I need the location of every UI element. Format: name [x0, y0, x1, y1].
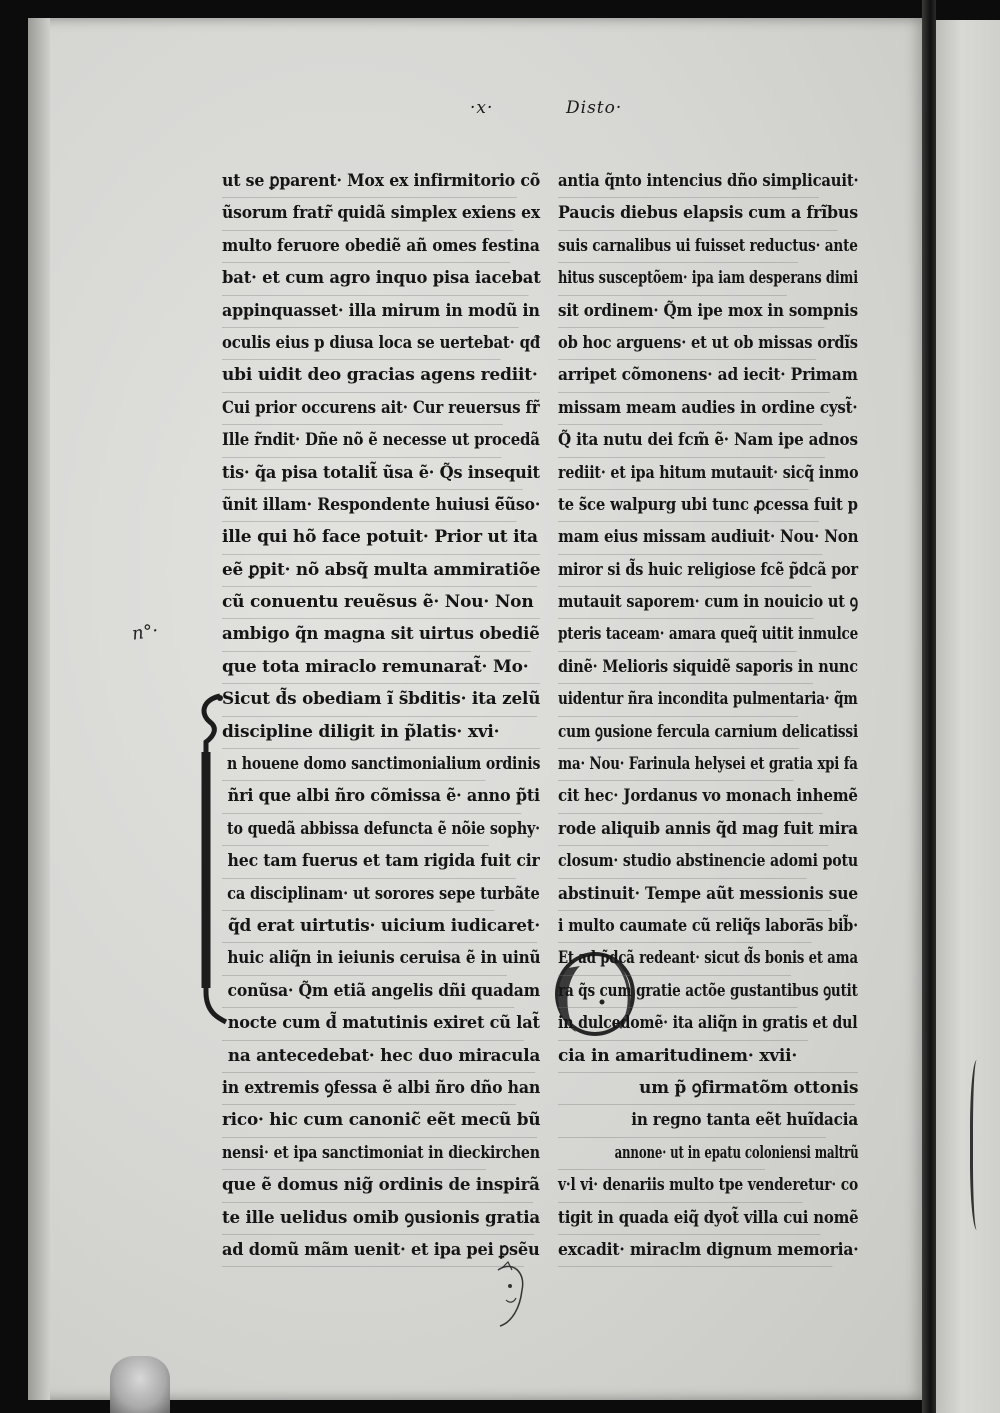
text-line: cũ conuentu reuẽsus ẽ· Nou· Non — [222, 587, 540, 619]
text-line: cum ꝯusione fercula carnium delicatissi — [558, 717, 799, 749]
text-line: dinẽ· Melioris siquidẽ saporis in nunc — [558, 652, 813, 684]
text-line: v·l vi· denariis multo tpe venderetur· co — [558, 1170, 803, 1202]
text-line: suis carnalibus ui fuisset reductus· ante — [558, 231, 798, 263]
text-line: n houene domo sanctimonialium ordinis — [222, 749, 485, 781]
text-line: Et ad p̃dcã redeant· sicut d̃s bonis et ama — [558, 943, 791, 975]
text-line: mam eius missam audiuit· Nou· Non — [558, 522, 823, 554]
text-line: que tota miraclo remunarat̃· Mo· — [222, 652, 540, 684]
text-line: abstinuit· Tempe aũt messionis sue — [558, 879, 832, 911]
text-line: tis· q̃a pisa totalit̃ ũsa ẽ· Q̃s insequit — [222, 458, 523, 490]
text-line: ma· Nou· Farinula helysei et gratia xpi fa — [558, 749, 794, 781]
running-header-left: ·x· — [470, 98, 494, 118]
text-line: um p̃ ꝯfirmatõm ottonis — [558, 1073, 855, 1105]
text-line: ra q̃s cum gratie actõe gustantibus ꝯutit — [558, 976, 797, 1008]
text-line: Cui prior occurens ait· Cur reuersus fr̃ — [222, 393, 503, 425]
text-line: hitus susceptõem· ipa iam desperans dimi — [558, 263, 787, 295]
text-line: appinquasset· illa mirum in modũ in — [222, 296, 519, 328]
text-line: q̃d erat uirtutis· uicium iudicaret· — [222, 911, 537, 943]
text-line: mutauit saporem· cum in nouicio ut ꝯ — [558, 587, 814, 619]
face-sketch-icon — [492, 1260, 532, 1330]
text-line: Sicut d̃s obediam ĩ s̃bditis· ita zelũ — [222, 684, 537, 716]
text-line: multo feruore obediẽ añ omes festina — [222, 231, 510, 263]
text-line: annone· ut in epatu coloniensi maltrũ — [558, 1138, 765, 1170]
text-column-right — [558, 166, 858, 1267]
text-line: hec tam fuerus et tam rigida fuit cir — [222, 846, 516, 878]
text-line: cit hec· Jordanus vo monach inhemẽ — [558, 781, 823, 813]
text-line: rico· hic cum canonic̃ eẽt mecũ bũ — [222, 1105, 537, 1137]
text-line: pteris taceam· amara queq̃ uitit inmulce — [558, 619, 797, 651]
text-line: ca disciplinam· ut sorores sepe turbãte — [222, 879, 495, 911]
text-line: closum· studio abstinencie adomi potu — [558, 846, 807, 878]
text-line: Q̃ ita nutu dei fcm̃ ẽ· Nam ipe adnos — [558, 425, 825, 457]
text-line: rediit· et ipa hitum mutauit· sicq̃ inmo — [558, 458, 809, 490]
facing-folio-edge — [936, 20, 1000, 1413]
text-line: bat· et cum agro inquo pisa iacebat — [222, 263, 529, 295]
text-line: to quedã abbissa defuncta ẽ nõie sophy· — [222, 814, 489, 846]
text-line: missam meam audies in ordine cyst̃· — [558, 393, 823, 425]
text-line: ũnit illam· Respondente huiusi ẽ̃ũso· — [222, 490, 517, 522]
text-line: oculis eius p diusa loca se uertebat· qđ — [222, 328, 501, 360]
text-line: te ille uelidus omib ꝯusionis gratia — [222, 1203, 534, 1235]
text-line: ad domũ mãm uenit· et ipa pei ꝑsẽu — [222, 1235, 524, 1267]
text-column-left — [222, 166, 540, 1267]
text-line: discipline diligit in p̃latis· xvi· — [222, 717, 540, 749]
margin-annotation: n°· — [130, 620, 160, 645]
text-line: sit ordinem· Q̃m ipe mox in sompnis — [558, 296, 824, 328]
folio-left-edge — [28, 18, 50, 1400]
marginal-face-doodle — [492, 1260, 532, 1330]
text-line: ũsorum fratr̃ quidã simplex exiens ex — [222, 198, 513, 230]
text-line: te s̃ce walpurg ubi tunc ꝓcessa fuit p — [558, 490, 819, 522]
text-line: Ille r̃ndit· Dñe nõ ẽ necesse ut procedã — [222, 425, 501, 457]
text-line: Paucis diebus elapsis cum a frĩbus — [558, 198, 838, 230]
text-line: na antecedebat· hec duo miracula — [222, 1041, 535, 1073]
text-line: huic aliq̃n in ieiunis ceruisa ẽ in uinũ — [222, 943, 507, 975]
facing-folio-decoration — [970, 1060, 987, 1230]
text-line: tigit in quada eiq̃ dyot̃ villa cui nomẽ — [558, 1203, 821, 1235]
text-line: antia q̃nto intencius dño simplicauit· — [558, 166, 819, 198]
text-line: excadit· miraclm dignum memoria· — [558, 1235, 833, 1267]
text-line: in dulcedomẽ· ita aliq̃n in gratis et dul — [558, 1008, 808, 1040]
text-line: ambigo q̃n magna sit uirtus obediẽ — [222, 619, 531, 651]
text-line: conũsa· Q̃m etiã angelis dñi quadam — [222, 976, 514, 1008]
text-line: miror si d̃s huic religiose fcẽ p̃dcã por — [558, 555, 812, 587]
text-line: ob hoc arguens· et ut ob missas ordĩs — [558, 328, 816, 360]
text-line: ubi uidit deo gracias agens rediit· — [222, 360, 540, 392]
running-header-right: Disto· — [566, 98, 623, 118]
holder-thumb — [110, 1356, 170, 1413]
text-line: que ẽ domus nig̃ ordinis de inspirã — [222, 1170, 533, 1202]
text-line: rode aliquib annis q̃d mag fuit mira — [558, 814, 828, 846]
text-line: nensi· et ipa sanctimoniat in dieckirchen — [222, 1138, 486, 1170]
binding-gutter — [922, 0, 936, 1413]
text-line: in extremis ꝯfessa ẽ albi ñro dño han — [222, 1073, 516, 1105]
text-line: ille qui hõ face potuit· Prior ut ita — [222, 522, 540, 554]
text-line: nocte cum d̃ matutinis exiret cũ lat̃ — [222, 1008, 524, 1040]
text-line: i multo caumate cũ reliq̃s labora̅s bib̃· — [558, 911, 812, 943]
text-line: arripet cõmonens· ad iecit· Primam — [558, 360, 830, 392]
text-line: in regno tanta eẽt huĩdacia — [558, 1105, 826, 1137]
text-line: ut se ꝑparent· Mox ex infirmitorio cõ — [222, 166, 517, 198]
text-line: ñri que albi ñro cõmissa ẽ· anno p̃ti — [222, 781, 521, 813]
text-line: uidentur ñra incondita pulmentaria· q̃m — [558, 684, 798, 716]
text-line: eẽ ꝑpit· nõ absq̃ multa ammiratiõe — [222, 555, 537, 587]
text-line: cia in amaritudinem· xvii· — [558, 1041, 858, 1073]
